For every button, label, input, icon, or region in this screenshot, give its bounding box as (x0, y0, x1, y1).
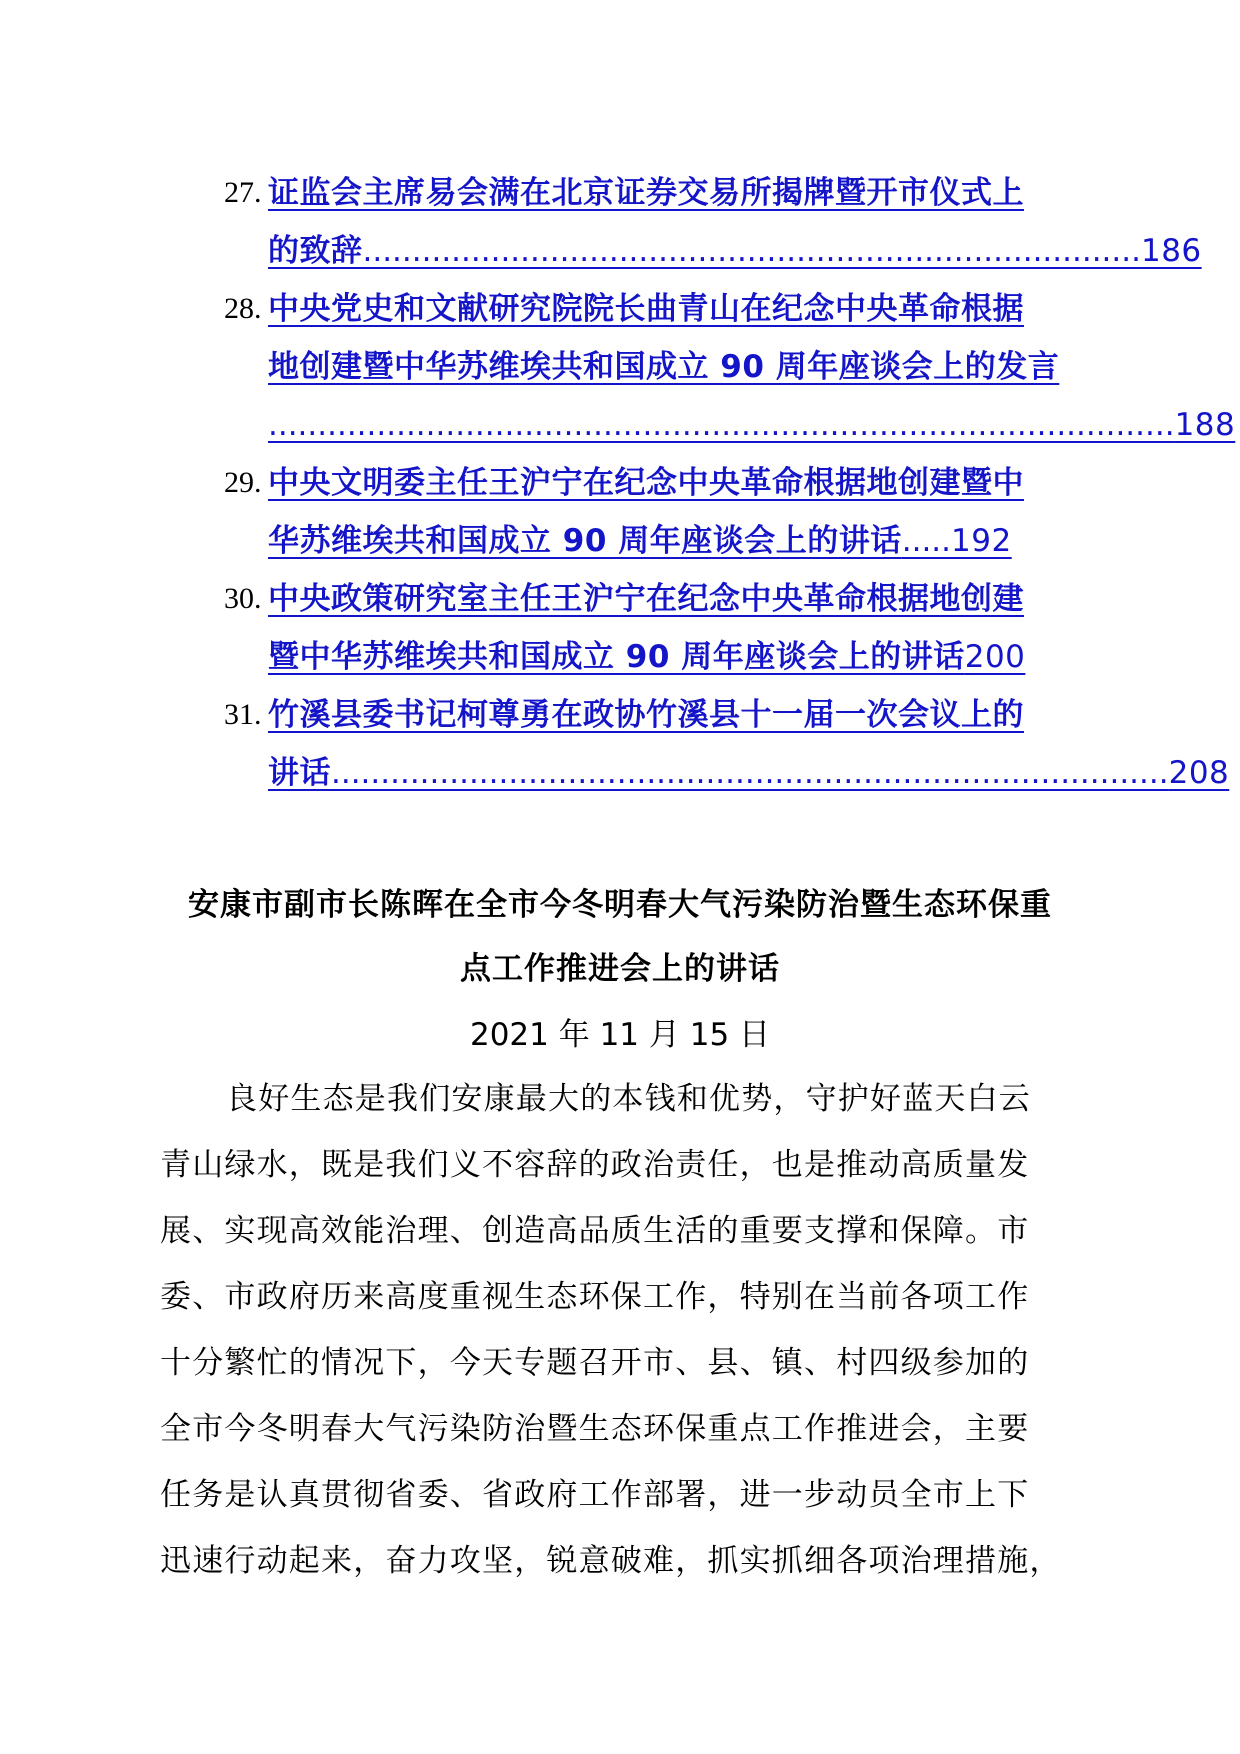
body-line: 委、市政府历来高度重视生态环保工作，特别在当前各项工作 (160, 1279, 1030, 1315)
toc-entry-30[interactable] (0, 566, 1240, 632)
toc-title-text: 的致辞 (268, 233, 363, 269)
article-body (160, 1066, 1140, 1594)
body-line: 青山绿水，既是我们义不容辞的政治责任，也是推动高质量发 (160, 1147, 1030, 1183)
toc-link[interactable] (268, 508, 1088, 574)
toc-link[interactable]: 中央政策研究室主任王沪宁在纪念中央革命根据地创建 (268, 581, 1024, 617)
toc-page-number: 200 (964, 639, 1026, 675)
article-title-line-1: 安康市副市长陈晖在全市今冬明春大气污染防治暨生态环保重 (188, 887, 1052, 923)
article-title-line-2: 点工作推进会上的讲话 (460, 951, 780, 987)
toc-page-number: 188 (1174, 407, 1236, 443)
toc-link[interactable] (268, 624, 1088, 690)
toc-number: 31. (224, 698, 262, 731)
toc-entry-27-cont[interactable] (0, 218, 1240, 284)
toc-link[interactable]: 竹溪县委书记柯尊勇在政协竹溪县十一届一次会议上的 (268, 697, 1024, 733)
toc-leader-dots: ............................................................................................ (268, 407, 1175, 443)
toc-entry-29[interactable] (0, 450, 1240, 516)
toc-entry-31-cont[interactable] (0, 740, 1240, 806)
toc-title-text: 暨中华苏维埃共和国成立 90 周年座谈会上的讲话 (268, 639, 965, 675)
toc-page-number: 186 (1140, 233, 1202, 269)
toc-link[interactable] (268, 392, 1236, 458)
toc-number: 30. (224, 582, 262, 615)
body-line: 展、实现高效能治理、创造高品质生活的重要支撑和保障。市 (160, 1213, 1030, 1249)
toc-leader-dots: ..... (901, 523, 952, 559)
body-line: 良好生态是我们安康最大的本钱和优势，守护好蓝天白云 (226, 1081, 1031, 1117)
toc-leader-dots: ..................................................................................... (331, 755, 1169, 791)
body-line: 迅速行动起来，奋力攻坚，锐意破难，抓实抓细各项治理措施， (160, 1543, 1062, 1579)
toc-title-text: 讲话 (268, 755, 331, 791)
toc-entry-31[interactable] (0, 682, 1240, 748)
toc-leader-dots: ............................................................................... (362, 233, 1141, 269)
toc-entry-28-cont[interactable] (0, 334, 1240, 400)
toc-link[interactable] (268, 740, 1230, 806)
toc-link[interactable]: 中央文明委主任王沪宁在纪念中央革命根据地创建暨中 (268, 465, 1024, 501)
toc-entry-30-cont[interactable] (0, 624, 1240, 690)
toc-title-text: 华苏维埃共和国成立 90 周年座谈会上的讲话 (268, 523, 902, 559)
toc-number: 27. (224, 176, 262, 209)
body-line: 任务是认真贯彻省委、省政府工作部署，进一步动员全市上下 (160, 1477, 1030, 1513)
toc-entry-29-cont[interactable] (0, 508, 1240, 574)
toc-entry-28-page[interactable] (0, 392, 1240, 458)
toc-link[interactable]: 中央党史和文献研究院院长曲青山在纪念中央革命根据 (268, 291, 1024, 327)
article-date: 2021 年 11 月 15 日 (469, 1017, 771, 1053)
toc-link[interactable] (268, 218, 1202, 284)
toc-page-number: 192 (951, 523, 1012, 559)
toc-link[interactable]: 证监会主席易会满在北京证券交易所揭牌暨开市仪式上 (268, 175, 1024, 211)
toc-number: 29. (224, 466, 262, 499)
body-line: 十分繁忙的情况下，今天专题召开市、县、镇、村四级参加的 (160, 1345, 1030, 1381)
body-line: 全市今冬明春大气污染防治暨生态环保重点工作推进会，主要 (160, 1411, 1030, 1447)
toc-entry-28[interactable] (0, 276, 1240, 342)
toc-link[interactable]: 地创建暨中华苏维埃共和国成立 90 周年座谈会上的发言 (268, 349, 1060, 385)
toc-entry-27[interactable] (0, 160, 1240, 226)
toc-page-number: 208 (1168, 755, 1230, 791)
toc-number: 28. (224, 292, 262, 325)
